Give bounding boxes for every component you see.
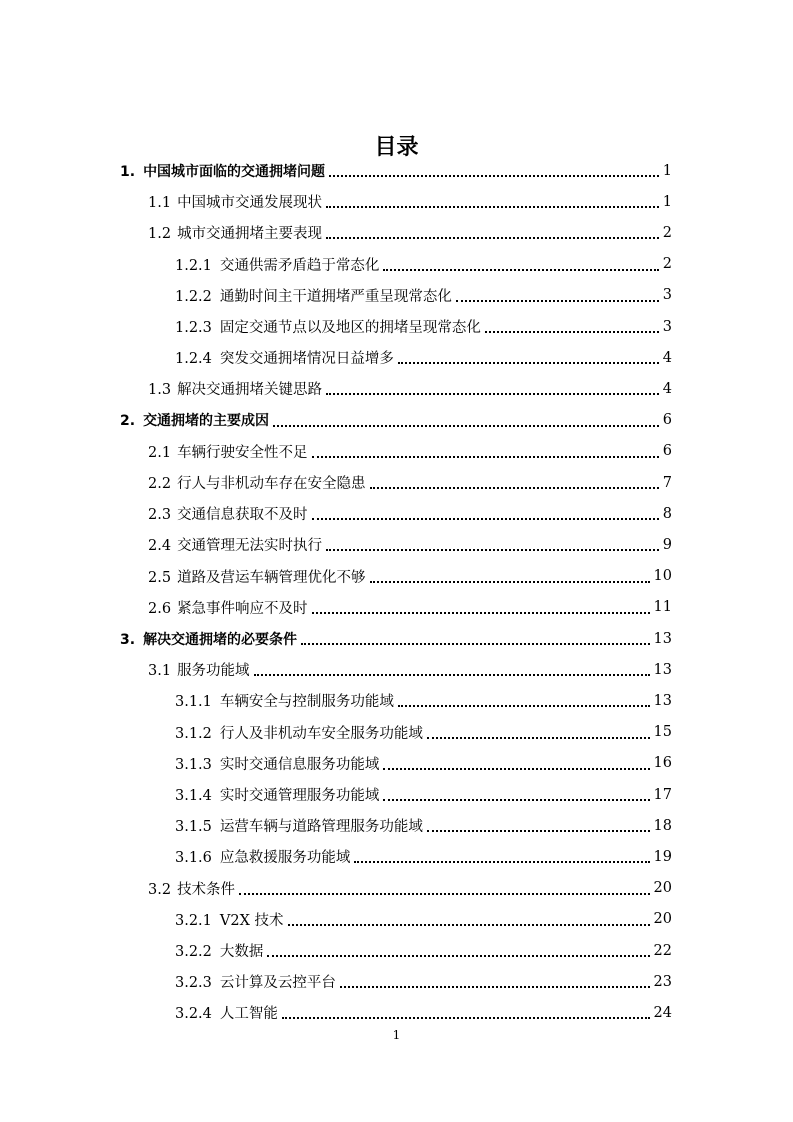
- toc-leader-dots: [301, 642, 649, 645]
- toc-leader-dots: [312, 517, 659, 520]
- toc-entry[interactable]: [148, 561, 672, 592]
- toc-entry-number: 2.2: [148, 476, 172, 492]
- toc-entry-number: 2.1: [148, 444, 172, 461]
- toc-entry-page: 3: [662, 318, 672, 335]
- toc-entry-text: 固定交通节点以及地区的拥堵呈现常态化: [219, 320, 481, 336]
- toc-entry[interactable]: [175, 311, 672, 342]
- toc-entry-page: 10: [653, 568, 672, 585]
- toc-entry-page: 6: [662, 443, 672, 460]
- toc-entry-text: 通勤时间主干道拥堵严重呈现常态化: [219, 288, 452, 305]
- toc-leader-dots: [383, 767, 649, 770]
- toc-entry[interactable]: [148, 217, 672, 248]
- toc-entry-text: 大数据: [219, 944, 264, 960]
- toc-entry[interactable]: [175, 280, 672, 311]
- toc-leader-dots: [288, 923, 650, 926]
- toc-entry-text: 行人及非机动车安全服务功能域: [219, 725, 423, 742]
- toc-entry-label: [148, 878, 235, 899]
- toc-leader-dots: [340, 985, 650, 988]
- toc-entry-text: 交通拥堵的主要成因: [143, 413, 270, 430]
- toc-entry-label: [148, 472, 366, 493]
- toc-entry[interactable]: [175, 685, 672, 716]
- toc-leader-dots: [427, 736, 650, 739]
- toc-leader-dots: [370, 580, 650, 583]
- toc-entry-text: 道路及营运车辆管理优化不够: [177, 569, 366, 586]
- toc-entry-text: 交通管理无法实时执行: [177, 538, 323, 555]
- toc-entry[interactable]: [148, 498, 672, 529]
- toc-entry-page: 19: [653, 848, 672, 865]
- toc-entry-page: 13: [653, 630, 672, 647]
- toc-entry-text: 行人与非机动车存在安全隐患: [177, 476, 366, 492]
- toc-leader-dots: [326, 205, 659, 208]
- toc-entry[interactable]: [148, 529, 672, 560]
- toc-entry-number: 3.1.2: [175, 725, 212, 742]
- toc-entry-label: [120, 629, 297, 649]
- toc-entry-text: 人工智能: [219, 1006, 278, 1023]
- toc-entry-page: 15: [653, 724, 672, 741]
- toc-entry-label: [148, 566, 366, 587]
- toc-entry-text: 车辆行驶安全性不足: [177, 444, 308, 461]
- toc-entry-page: 4: [662, 349, 672, 366]
- toc-entry-text: 应急救援服务功能域: [219, 850, 351, 867]
- toc-entry-page: 9: [662, 536, 672, 553]
- toc-entry-label: [148, 222, 322, 243]
- toc-entry-number: 3.1.6: [175, 850, 212, 867]
- toc-entry-number: 3.1: [148, 663, 172, 680]
- toc-entry[interactable]: [120, 623, 672, 654]
- toc-entry-number: 3.1.4: [175, 788, 212, 804]
- toc-entry[interactable]: [148, 186, 672, 217]
- toc-entry-number: 2.3: [148, 507, 172, 524]
- toc-entry[interactable]: [175, 810, 672, 841]
- toc-leader-dots: [273, 424, 659, 427]
- toc-entry-page: 6: [662, 412, 672, 429]
- toc-entry[interactable]: [175, 779, 672, 810]
- toc-entry-number: 3.2.1: [175, 912, 212, 929]
- toc-entry-page: 3: [662, 287, 672, 304]
- toc-entry-text: V2X 技术: [219, 912, 284, 929]
- toc-entry-number: 2.5: [148, 569, 172, 586]
- toc-entry[interactable]: [175, 966, 672, 997]
- toc-entry-text: 技术条件: [177, 881, 236, 898]
- toc-entry[interactable]: [148, 373, 672, 404]
- toc-entry[interactable]: [175, 249, 672, 280]
- toc-entry-text: 运营车辆与道路管理服务功能域: [219, 819, 423, 836]
- toc-leader-dots: [326, 392, 659, 395]
- toc-entry-number: 2.: [120, 413, 136, 430]
- toc-leader-dots: [312, 455, 659, 458]
- toc-entry-label: [175, 971, 336, 992]
- toc-entry-label: [148, 191, 322, 212]
- toc-entry-number: 3.2.3: [175, 975, 212, 992]
- toc-leader-dots: [383, 268, 658, 271]
- toc-entry-page: 1: [662, 162, 672, 179]
- toc-entry[interactable]: [175, 717, 672, 748]
- toc-entry[interactable]: [175, 904, 672, 935]
- toc-entry-label: [175, 690, 394, 711]
- toc-entry-page: 16: [653, 755, 672, 772]
- toc-entry-number: 3.1.5: [175, 819, 212, 836]
- toc-entry-number: 1.2: [148, 226, 172, 243]
- toc-entry-page: 13: [653, 692, 672, 709]
- toc-entry-number: 3.: [120, 631, 136, 648]
- toc-leader-dots: [312, 611, 650, 614]
- toc-entry-label: [175, 254, 379, 275]
- toc-leader-dots: [354, 860, 649, 863]
- toc-entry-number: 3.2.2: [175, 944, 212, 960]
- toc-entry-page: 13: [653, 661, 672, 678]
- toc-entry-text: 云计算及云控平台: [219, 975, 336, 992]
- toc-entry[interactable]: [148, 467, 672, 498]
- toc-leader-dots: [398, 361, 659, 364]
- toc-entry-text: 服务功能域: [177, 663, 250, 680]
- toc-entry[interactable]: [120, 155, 672, 186]
- toc-entry-text: 解决交通拥堵的必要条件: [143, 631, 298, 648]
- toc-entry-number: 1.: [120, 163, 136, 180]
- toc-entry[interactable]: [148, 436, 672, 467]
- toc-entry-page: 1: [662, 193, 672, 210]
- toc-entry[interactable]: [175, 748, 672, 779]
- toc-entry-page: 4: [662, 380, 672, 397]
- toc-leader-dots: [239, 892, 649, 895]
- toc-entry-number: 3.2: [148, 881, 172, 898]
- toc-leader-dots: [456, 299, 659, 302]
- toc-entry-text: 中国城市面临的交通拥堵问题: [143, 163, 326, 180]
- toc-entry-number: 1.2.2: [175, 288, 212, 305]
- toc-entry-number: 1.1: [148, 195, 172, 212]
- toc-entry-label: [148, 441, 308, 462]
- toc-entry-page: 18: [653, 817, 672, 834]
- toc-entry-number: 3.1.3: [175, 756, 212, 773]
- toc-entry[interactable]: [148, 592, 672, 623]
- toc-entry[interactable]: [148, 654, 672, 685]
- toc-entry-page: 2: [662, 256, 672, 273]
- toc-entry-page: 20: [653, 911, 672, 928]
- toc-entry-text: 实时交通管理服务功能域: [219, 788, 380, 804]
- toc-entry-number: 1.2.4: [175, 351, 212, 368]
- toc-entry-text: 紧急事件响应不及时: [177, 600, 308, 617]
- toc-entry[interactable]: [148, 873, 672, 904]
- toc-leader-dots: [326, 236, 659, 239]
- toc-entry-label: [175, 347, 394, 368]
- toc-entry[interactable]: [175, 841, 672, 872]
- toc-entry-label: [175, 909, 284, 930]
- toc-leader-dots: [398, 704, 650, 707]
- toc-entry[interactable]: [175, 935, 672, 966]
- toc-entry-label: [175, 753, 379, 774]
- toc-entry-label: [175, 316, 481, 337]
- page-number: 1: [392, 1028, 401, 1042]
- toc-entry-page: 7: [662, 474, 672, 491]
- toc-entry-label: [148, 659, 250, 680]
- toc-entry-page: 20: [653, 880, 672, 897]
- toc-leader-dots: [326, 548, 659, 551]
- toc-leader-dots: [370, 486, 659, 489]
- toc-leader-dots: [267, 954, 649, 957]
- toc-leader-dots: [427, 829, 650, 832]
- toc-entry-label: [120, 410, 269, 430]
- toc-entry-label: [148, 534, 322, 555]
- toc-entry-page: 8: [662, 505, 672, 522]
- toc-entry-label: [175, 1002, 278, 1023]
- toc-entry-page: 23: [653, 973, 672, 990]
- toc-entry-page: 17: [653, 786, 672, 803]
- toc-entry[interactable]: [175, 997, 672, 1028]
- toc-entry-number: 1.2.3: [175, 320, 212, 336]
- toc-entry-text: 实时交通信息服务功能域: [219, 756, 380, 773]
- toc-entry-text: 交通信息获取不及时: [177, 507, 308, 524]
- toc-entry-label: [148, 378, 322, 399]
- toc-entry-number: 3.2.4: [175, 1006, 212, 1023]
- toc-entry-text: 解决交通拥堵关键思路: [177, 382, 323, 399]
- toc-entry-label: [148, 597, 308, 618]
- toc-entry-text: 突发交通拥堵情况日益增多: [219, 351, 394, 368]
- toc-entry-text: 交通供需矛盾趋于常态化: [219, 257, 380, 274]
- toc-entry-label: [175, 285, 452, 306]
- toc-leader-dots: [485, 330, 659, 333]
- toc-entry-number: 1.3: [148, 382, 172, 399]
- toc-entry-page: 24: [653, 1004, 672, 1021]
- toc-entry-page: 11: [653, 599, 672, 616]
- toc-entry[interactable]: [120, 405, 672, 436]
- toc-entry-label: [175, 940, 263, 961]
- toc-entry-number: 1.2.1: [175, 257, 212, 274]
- toc-entry-page: 2: [662, 224, 672, 241]
- toc-entry-page: 22: [653, 942, 672, 959]
- toc-leader-dots: [383, 798, 649, 801]
- toc-entry-label: [175, 784, 379, 805]
- toc-title: 目录: [374, 134, 419, 160]
- toc-entry-label: [148, 503, 308, 524]
- toc-leader-dots: [282, 1016, 650, 1019]
- toc-entry-number: 3.1.1: [175, 694, 212, 711]
- toc-entry-number: 2.6: [148, 600, 172, 617]
- toc-entry-label: [175, 846, 350, 867]
- toc-leader-dots: [329, 174, 659, 177]
- toc-entry-label: [175, 722, 423, 743]
- toc-entry-label: [175, 815, 423, 836]
- toc-entry-label: [120, 161, 325, 181]
- toc-entry-text: 车辆安全与控制服务功能域: [219, 694, 394, 711]
- toc-entry-text: 中国城市交通发展现状: [177, 195, 323, 212]
- toc-entry-text: 城市交通拥堵主要表现: [177, 226, 323, 243]
- toc-entry[interactable]: [175, 342, 672, 373]
- toc-leader-dots: [254, 673, 650, 676]
- toc-entry-number: 2.4: [148, 538, 172, 555]
